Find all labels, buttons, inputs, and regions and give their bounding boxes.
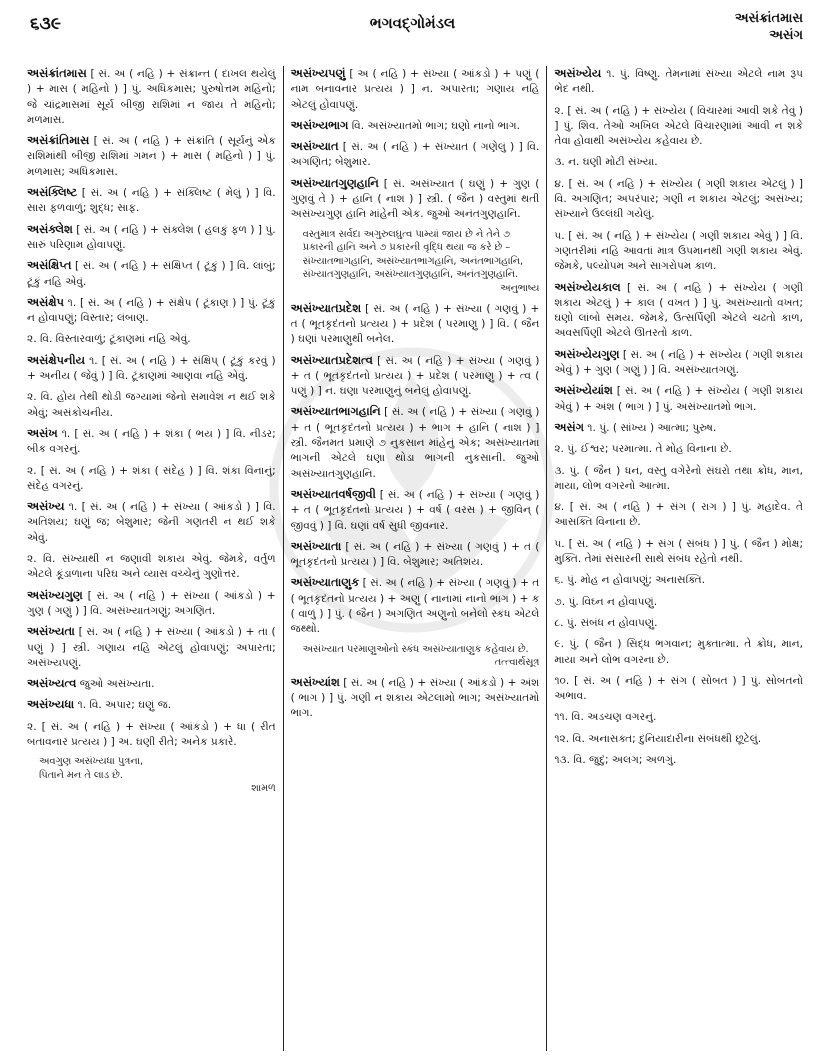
guide-words bbox=[735, 10, 803, 44]
dictionary-entry bbox=[554, 636, 803, 668]
entry-definition: ૯. પું. ( જૈન ) સિદ્ધ ભગવાન; મુક્તાત્મા. તે ક્રોધ, માન, માયા અને લોભ વગરના છે. bbox=[554, 638, 804, 666]
dictionary-entry bbox=[554, 103, 803, 150]
entry-definition: ૨. [ સં. અ ( નહિ ) + સંખ્યા ( આંકડો ) + ધા ( રીત બતાવનાર પ્રત્યય ) ] અ. ઘણી રીતે; અનેક પ્રકારે. bbox=[27, 720, 276, 748]
dictionary-entry bbox=[291, 118, 540, 134]
entry-headword: અસંક્રાંતિમાસ bbox=[27, 133, 90, 148]
dictionary-columns bbox=[20, 66, 810, 1051]
dictionary-entry bbox=[27, 389, 276, 421]
entry-definition: ૮. પું. સંબંધ ન હોવાપણું. bbox=[554, 616, 658, 629]
entry-headword: અસંક્રાંતમાસ bbox=[27, 66, 87, 80]
entry-definition: ૨. પું. ઈશ્વર; પરમાત્મા. તે મોહ વિનાના છે. bbox=[554, 443, 732, 456]
dictionary-entry bbox=[554, 709, 803, 725]
dictionary-entry bbox=[27, 258, 276, 290]
entry-headword: અસંખ્યાતાણુક bbox=[290, 575, 360, 590]
entry-definition: ૫. [ સં. અ ( નહિ ) + સંગ ( સંબંધ ) ] પું. ( જૈન ) મોક્ષ; મુક્તિ. તેમાં સંસારની સાથે સંબંધ રહેતો નથી. bbox=[554, 537, 804, 566]
entry-definition: ૨. [ સં. અ ( નહિ ) + સંખ્યેય ( વિચારમાં આવી શકે તેવું ) ] પું. શિવ. તેઓ અખિલ એટલે વિચારણામાં આવી ન શકે તેવા હોવાથી અસંખ્યેય કહેવાય છે. bbox=[554, 104, 804, 148]
entry-definition: [ સં. અસંખ્યાત ( ઘણું ) + ગુણ ( ગુણવું તે ) + હાનિ ( નાશ ) ] સ્ત્રી. ( જૈન ) વસ્તુમાં થતી અસંખ્યગુણ હાનિ માંહેની એક. જુઓ અનંતગુણહાનિ. bbox=[290, 177, 540, 221]
entry-definition: [ સં. અ ( નહિ ) + સંખ્યા ( ગણવું ) + ત ( ભૂતકૃદંતનો પ્રત્યય ) + ભાગ + હાનિ ( નાશ ) ] સ્ત્રી. જૈનમત પ્રમાણે ૭ નુકસાન માંહેનું એક; અસંખ્યાતમા ભાગની એટલે ઘણા થોડા ભાગની નુકસાની. જુઓ અસંખ્યાતગુણહાનિ. bbox=[290, 406, 540, 480]
dictionary-entry bbox=[291, 539, 540, 571]
entry-definition: [ સં. અ ( નહિ ) + સંખ્યેય ( ગણી શકાય એટલું ) + કાલ ( વખત ) ] પું. અસંખ્યાતો વખત; ઘણો લાંબો સમય. જેમકે, ઉત્સર્પિણી એટલે ચઢતો કાળ, અવસર્પિણી એટલે ઊતરતો કાળ. bbox=[554, 281, 804, 340]
dictionary-entry bbox=[27, 426, 276, 458]
entry-headword: અસંખ્યેયાંશ bbox=[554, 383, 613, 398]
dictionary-entry bbox=[554, 154, 803, 170]
dictionary-entry bbox=[554, 731, 803, 747]
entry-definition: ૨. વિ. સંખ્યાથી ન જણાવી શકાય એવું. જેમકે, વર્તુળ એટલે કૂંડાળાના પરિઘ અને વ્યાસ વચ્ચેનું ગુણોત્તર. bbox=[27, 553, 276, 581]
entry-definition: [ સં. અ ( નહિ ) + સંક્રાન્ત ( દાખલ થયેલું ) + માસ ( મહિનો ) ] પું. અધિકમાસ; પુરુષોત્તમ મહિનો; જે ચાંદ્રમાસમાં સૂર્ય બીજી રાશિમાં ન જાય તે મહિનો; મળમાસ. bbox=[27, 68, 276, 126]
dictionary-entry bbox=[27, 295, 276, 327]
entry-definition: ૧. પું. વિષ્ણુ. તેમનામાં સંખ્યા એટલે નામ રૂપ ભેદ નથી. bbox=[554, 68, 804, 96]
entry-headword: અસંખ્યાતપ્રદેશ bbox=[290, 300, 362, 315]
entry-definition: ૧. [ સં. અ ( નહિ ) + સંક્ષેપ ( ટૂંકાણ ) ] પું. ટૂંકું ન હોવાપણું; વિસ્તાર; લંબાણ. bbox=[27, 296, 276, 325]
dictionary-entry bbox=[291, 139, 540, 171]
entry-headword: અસંખ્ય bbox=[27, 499, 65, 514]
entry-definition: ૧૨. વિ. અનાસક્ત; દુનિયાદારીના સંબંધથી છૂટેલું. bbox=[554, 732, 762, 745]
entry-definition: ૧. [ સં. અ ( નહિ ) + શંકા ( ભય ) ] વિ. નીડર; બીક વગરનું. bbox=[27, 427, 276, 456]
entry-definition: ૨. વિ. હોય તેથી થોડી જગ્યામાં જેનો સમાવેશ ન થઈ શકે એવું; અસંકોચનીય. bbox=[27, 391, 276, 419]
entry-headword: અસંખ્યાતવર્ષજીવી bbox=[290, 486, 376, 501]
dictionary-entry bbox=[27, 463, 276, 495]
entry-definition: ૪. [ સં. અ ( નહિ ) + સંખ્યેય ( ગણી શકાય એટલું ) ] વિ. અગણિત; અપરંપાર; ગણી ન શકાય એટલું; અસંખ્ય; સંખ્યાને ઉલ્લંઘી ગયેલું. bbox=[554, 177, 804, 221]
dictionary-entry bbox=[27, 551, 276, 583]
entry-definition: ૭. પું. વિઘ્ન ન હોવાપણું. bbox=[554, 595, 658, 608]
quotation bbox=[303, 643, 540, 670]
dictionary-entry bbox=[27, 353, 276, 385]
entry-definition: [ સં. અ ( નહિ ) + સંખ્યેય ( ગણી શકાય એવું ) + ગુણ ( ગણું ) ] વિ. અસંખ્યાતગણું. bbox=[554, 348, 804, 377]
entry-definition: વિ. અસંખ્યાતમો ભાગ; ઘણો નાનો ભાગ. bbox=[351, 119, 520, 132]
dictionary-entry bbox=[554, 572, 803, 588]
entry-headword: અસંખ્યેયગુણ bbox=[554, 346, 620, 361]
dictionary-entry bbox=[554, 463, 803, 495]
entry-definition: ૧૩. વિ. જુદું; અલગ; અળગું. bbox=[554, 753, 677, 766]
column-right bbox=[546, 66, 810, 1051]
entry-definition: જુઓ અસંખ્યતા. bbox=[79, 678, 155, 691]
dictionary-entry bbox=[27, 697, 276, 713]
dictionary-entry bbox=[554, 615, 803, 631]
dictionary-entry bbox=[291, 675, 540, 722]
quotation-line: પિતાને મન તે લાડ છે. bbox=[39, 769, 123, 781]
dictionary-entry bbox=[554, 176, 803, 223]
entry-definition: ૩. પું. ( જૈન ) ધન, વસ્તુ વગેરેનો સંઘરો તથા ક્રોધ, માન, માયા, લોભ વગરનો આત્મા. bbox=[554, 464, 804, 492]
dictionary-entry bbox=[554, 228, 803, 275]
guide-word-bottom: અસંગ bbox=[769, 28, 803, 43]
dictionary-entry bbox=[554, 420, 803, 436]
entry-definition: [ અ ( નહિ ) + સંખ્યા ( આંકડો ) + પણું ( નામ બનાવનાર પ્રત્યય ) ] ન. અપારતા; ગણાય નહિ એટલું હોવાપણું. bbox=[290, 68, 540, 111]
dictionary-entry bbox=[27, 133, 276, 180]
entry-headword: અસંગ bbox=[554, 419, 584, 434]
entry-definition: ૪. [ સં. અ ( નહિ ) + સંગ ( રાગ ) ] પું. મહાદેવ. તે આસક્તિ વિનાના છે. bbox=[554, 501, 804, 529]
dictionary-entry bbox=[27, 676, 276, 692]
page-number: ૬૩૯ bbox=[30, 14, 61, 34]
entry-definition: ૧. પું. ( સાંખ્ય ) આત્મા; પુરુષ. bbox=[587, 421, 717, 434]
entry-definition: ૨. વિ. વિસ્તારવાળું; ટૂંકાણમાં નહિ એવું. bbox=[27, 333, 191, 346]
entry-headword: અસંખ્યાંશ bbox=[290, 674, 340, 689]
dictionary-entry bbox=[554, 441, 803, 457]
dictionary-entry bbox=[554, 347, 803, 379]
entry-definition: ૧. [ સં. અ ( નહિ ) + સંખ્યા ( આંકડો ) ] વિ. અતિશય; ઘણું જ; બેશુમાર; જેની ગણતરી ન થઈ શકે એવું. bbox=[27, 501, 276, 544]
entry-definition: ૧. વિ. અપાર; ઘણું જ. bbox=[77, 699, 172, 712]
entry-definition: [ સં. અ ( નહિ ) + સંખ્યા ( ગણવું ) + ત ( ભૂતકૃદંતનો પ્રત્યય ) + પ્રદેશ ( પરમાણુ ) ] વિ. ( જૈન ) ઘણાં પરમાણુથી બનેલ. bbox=[290, 302, 540, 346]
quotation-line: અવગુણ અસંખ્યધા પુત્રના, bbox=[39, 756, 144, 768]
dictionary-entry bbox=[27, 222, 276, 254]
dictionary-entry bbox=[554, 536, 803, 568]
entry-definition: [ સં. અ ( નહિ ) + સંખ્યા ( ગણવું ) + ત ( ભૂતકૃદંતનો પ્રત્યય ) + વર્ષ ( વરસ ) + જીવિન્ ( જીવવું ) ] વિ. ઘણાં વર્ષ સુધી જીવનાર. bbox=[290, 488, 540, 532]
entry-definition: [ સં. અ ( નહિ ) + સંક્રાંતિ ( સૂર્યનું એક રાશિમાંથી બીજી રાશિમાં ગમન ) + માસ ( મહિનો ) ] પું. મળમાસ; અધિકમાસ. bbox=[27, 135, 276, 178]
entry-headword: અસંખ્યતા bbox=[27, 624, 75, 639]
dictionary-entry bbox=[291, 176, 540, 223]
entry-definition: [ સં. અ ( નહિ ) + સંખ્યા ( આંકડો ) + તા ( પણું ) ] સ્ત્રી. ગણાય નહિ એટલું હોવાપણું; અપારતા; અસંખ્યપણું. bbox=[27, 626, 276, 669]
entry-definition: ૬. પું. મોહ ન હોવાપણું; અનાસક્તિ. bbox=[554, 574, 706, 587]
entry-headword: અસંખ્યપણું bbox=[290, 66, 346, 80]
dictionary-entry bbox=[554, 752, 803, 768]
entry-headword: અસંખ્યાત bbox=[290, 139, 339, 154]
dictionary-entry bbox=[291, 404, 540, 481]
entry-definition: ૨. [ સં. અ ( નહિ ) + શંકા ( સંદેહ ) ] વિ. શંકા વિનાનું; સંદેહ વગરનું. bbox=[27, 464, 276, 492]
dictionary-entry bbox=[27, 66, 276, 128]
quotation bbox=[39, 755, 276, 796]
dictionary-entry bbox=[27, 624, 276, 671]
entry-headword: અસંખ્યાતભાગહાનિ bbox=[290, 404, 381, 419]
entry-definition: [ સં. અ ( નહિ ) + સંખ્યા ( આંકડો ) + અંશ ( ભાગ ) ] પું. ગણી ન શકાય એટલામો ભાગ; અસંખ્યાતમો ભાગ. bbox=[290, 676, 540, 720]
entry-headword: અસંક્ષિપ્ત bbox=[27, 258, 72, 273]
dictionary-entry bbox=[554, 673, 803, 705]
entry-headword: અસંખ્યધા bbox=[27, 697, 75, 712]
entry-definition: [ સં. અ ( નહિ ) + સંખ્યેય ( ગણી શકાય એવું ) + અંશ ( ભાગ ) ] પું. અસંખ્યાતમો ભાગ. bbox=[554, 385, 804, 413]
entry-headword: અસંખ્યેય bbox=[554, 66, 602, 80]
dictionary-entry bbox=[291, 353, 540, 400]
entry-definition: [ સં. અ ( નહિ ) + સંખ્યા ( ગણવું ) + ત ( ભૂતકૃદંતનો પ્રત્યય ) + પ્રદેશ ( પરમાણુ ) + ત્વ ( પણું ) ] ન. ઘણા પરમાણુનું બનેલું હોવાપણું. bbox=[290, 354, 540, 398]
quotation-source: તત્ત્વાર્થસૂત્ર bbox=[494, 657, 540, 669]
note-source: અનુભાષ્ય bbox=[500, 283, 540, 295]
quotation-source: શામળ bbox=[251, 783, 276, 795]
entry-headword: અસંખ્યગુણ bbox=[27, 587, 83, 602]
entry-headword: અસંખ્યાતા bbox=[290, 538, 342, 553]
entry-definition: [ સં. અ ( નહિ ) + સંખ્યા ( ગણવું ) + ત ( ભૂતકૃદંતનો પ્રત્યય ) ] વિ. બેશુમાર; અતિશય. bbox=[290, 540, 540, 569]
dictionary-entry bbox=[27, 499, 276, 546]
entry-definition: [ સં. અ ( નહિ ) + સંક્લિષ્ટ ( મેલું ) ] વિ. સારા ફળવાળું; શુદ્ધ; સાફ. bbox=[27, 187, 276, 215]
entry-definition: ૧૦. [ સં. અ ( નહિ ) + સંગ ( સોબત ) ] પું. સોબતનો અભાવ. bbox=[554, 674, 804, 703]
dictionary-entry bbox=[291, 301, 540, 348]
entry-headword: અસંખ્યભાગ bbox=[290, 117, 349, 132]
dictionary-entry bbox=[554, 594, 803, 610]
entry-definition: [ સં. અ ( નહિ ) + સંખ્યા ( આંકડો ) + ગુણ ( ગણું ) ] વિ. અસંખ્યાતગણું; અગણિત. bbox=[27, 589, 276, 617]
dictionary-entry bbox=[291, 487, 540, 534]
entry-headword: અસંક્લિષ્ટ bbox=[27, 185, 78, 200]
entry-headword: અસંખ્યાતપ્રદેશત્વ bbox=[290, 352, 373, 367]
explanatory-note bbox=[303, 228, 540, 296]
entry-headword: અસંખ bbox=[27, 425, 58, 440]
dictionary-entry bbox=[27, 185, 276, 217]
entry-headword: અસંક્લેશ bbox=[27, 221, 73, 236]
column-left bbox=[20, 66, 283, 1051]
entry-headword: અસંક્ષેપનીય bbox=[27, 352, 85, 367]
entry-headword: અસંખ્યાતગુણહાનિ bbox=[290, 175, 379, 190]
dictionary-entry bbox=[554, 280, 803, 342]
entry-definition: ૫. [ સં. અ ( નહિ ) + સંખ્યેય ( ગણી શકાય એવું ) ] વિ. ગણતરીમાં નહિ આવતાં માત્ર ઉપમાનથી ગણી શકાય એવું. જેમકે, પલ્યોપમ અને સાગરોપમ કાળ. bbox=[554, 229, 804, 273]
dictionary-entry bbox=[27, 331, 276, 347]
entry-headword: અસંક્ષેપ bbox=[27, 294, 64, 309]
guide-word-top: અસંક્રાંતમાસ bbox=[734, 11, 803, 26]
entry-headword: અસંખ્યેયકાલ bbox=[554, 279, 621, 294]
entry-definition: [ સં. અ ( નહિ ) + સંક્ષિપ્ત ( ટૂંકું ) ] વિ. લાંબું; ટૂંકું નહિ એવું. bbox=[27, 260, 276, 288]
dictionary-entry bbox=[554, 383, 803, 415]
entry-definition: ૧૧. વિ. અડચણ વગરનું. bbox=[554, 711, 657, 724]
dictionary-entry bbox=[554, 499, 803, 531]
dictionary-entry bbox=[291, 575, 540, 637]
entry-definition: ૩. ન. ઘણી મોટી સંખ્યા. bbox=[554, 156, 658, 169]
dictionary-entry bbox=[27, 588, 276, 620]
running-title: ભગવદ્ગોમંડલ bbox=[369, 14, 456, 32]
dictionary-entry bbox=[554, 66, 803, 98]
entry-headword: અસંખ્યત્વ bbox=[27, 676, 77, 691]
column-middle bbox=[283, 66, 547, 1051]
dictionary-entry bbox=[291, 66, 540, 113]
dictionary-entry bbox=[27, 719, 276, 751]
entry-definition: [ સં. અ ( નહિ ) + સંખ્યા ( ગણવું ) + ત ( ભૂતકૃદંતનો પ્રત્યય ) + અણુ ( નાનામાં નાનો ભાગ ) + ક ( વાળું ) ] પું. ( જૈન ) અગણિત અણુનો બનેલો સ્કંધ એટલે જથ્થો. bbox=[290, 577, 540, 636]
entry-definition: ૧. [ સં. અ ( નહિ ) + સંક્ષિપ્ ( ટૂંકું કરવું ) + અનીય ( જેવું ) ] વિ. ટૂંકાણમાં આણવા નહિ એવું. bbox=[27, 354, 276, 383]
entry-definition: [ સં. અ ( નહિ ) + સંક્લેશ ( હલકું ફળ ) ] પું. સારું પરિણામ હોવાપણું. bbox=[27, 223, 276, 251]
note-text: વસ્તુમાત્ર સર્વદા અગુરુલઘુત્વ પામ્યાં જાય છે ને તેને ૭ પ્રકારની હાનિ અને ૭ પ્રકારની વૃદ્ધિ થયા જ કરે છે – સંખ્યાતભાગહાનિ, અસંખ્યાતભાગહાનિ, અનંતભાગહાનિ, સંખ્યાતગુણહાનિ, અસંખ્યાતગુણહાનિ, અનંતગુણહાનિ. bbox=[302, 228, 524, 281]
page-header bbox=[0, 0, 825, 62]
entry-definition: [ સં. અ ( નહિ ) + સંખ્યાત ( ગણેલું ) ] વિ. અગણિત; બેશુમાર. bbox=[290, 141, 540, 169]
quotation-line: અસંખ્યાત પરમાણુઓનો સ્કંધ અસંખ્યાતાણુક કહેવાય છે. bbox=[302, 643, 529, 655]
